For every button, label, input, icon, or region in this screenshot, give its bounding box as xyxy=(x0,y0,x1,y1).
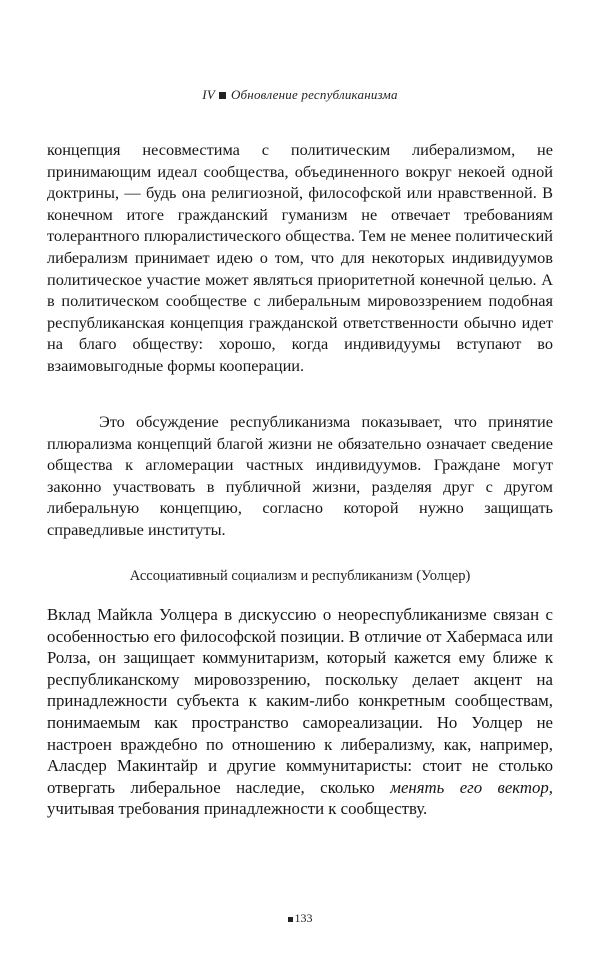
paragraph-3-emphasis: менять его вектор, xyxy=(390,777,553,797)
paragraph-3-text-end: учитывая требования принадлежности к сообществу. xyxy=(47,799,428,819)
body-paragraph-2: Это обсуждение республиканизма показывает, что принятие плюрализма концепций благой жизни не обязательно означает сведение общества к агломерации частных индивидуумов. Граждане могут законно участвовать в публичной жизни, разделяя друг с другом либеральную концепцию, согласно которой нужно защищать справедливые институты. xyxy=(47,412,553,539)
body-paragraph-1: концепция несовместима с политическим либерализмом, не принимающим идеал сообщества, объединенного вокруг некоей одной доктрины, — будь она религиозной, философской или нравственной. В конечном итоге гражданский гуманизм не отвечает требованиям толерантного плюралистического общества. Тем не менее политический либерализм принимает идею о том, что для некоторых индивидуумов политическое участие может являться приоритетной конечной целью. А в политическом сообществе с либеральным мировоззрением подобная республиканская концепция гражданской ответственности обычно идет на благо обществу: хорошо, когда индивидуумы вступают во взаимовыгодные формы кооперации. xyxy=(47,140,553,375)
section-subheading: Ассоциативный социализм и республиканизм (Уолцер) xyxy=(129,568,471,584)
page-number: 133 xyxy=(294,911,313,925)
paragraph-3-text-start: Вклад Майкла Уолцера в дискуссию о неореспубликанизме связан с особенностью его философской позиции. В отличие от Хабермаса или Ролза, он защищает коммунитаризм, который кажется ему ближе к республиканскому мировоззрению, поскольку делает акцент на принадлежности субъекта к каким-либо конкретным сообществам, понимаемым как пространство самореализации. Но Уолцер не настроен враждебно по отношению к либерализму, как, например, Аласдер Макинтайр и другие коммунитаристы: стоит не столько отвергать либеральное наследие, сколько xyxy=(47,605,553,797)
header-title: Обновление республиканизма xyxy=(230,87,398,102)
footer-square-bullet-icon xyxy=(288,917,293,922)
page-footer xyxy=(0,911,600,926)
header-section-number: IV xyxy=(202,87,215,102)
header-square-bullet-icon xyxy=(219,92,226,99)
running-header xyxy=(0,87,600,103)
body-paragraph-3 xyxy=(47,604,553,820)
